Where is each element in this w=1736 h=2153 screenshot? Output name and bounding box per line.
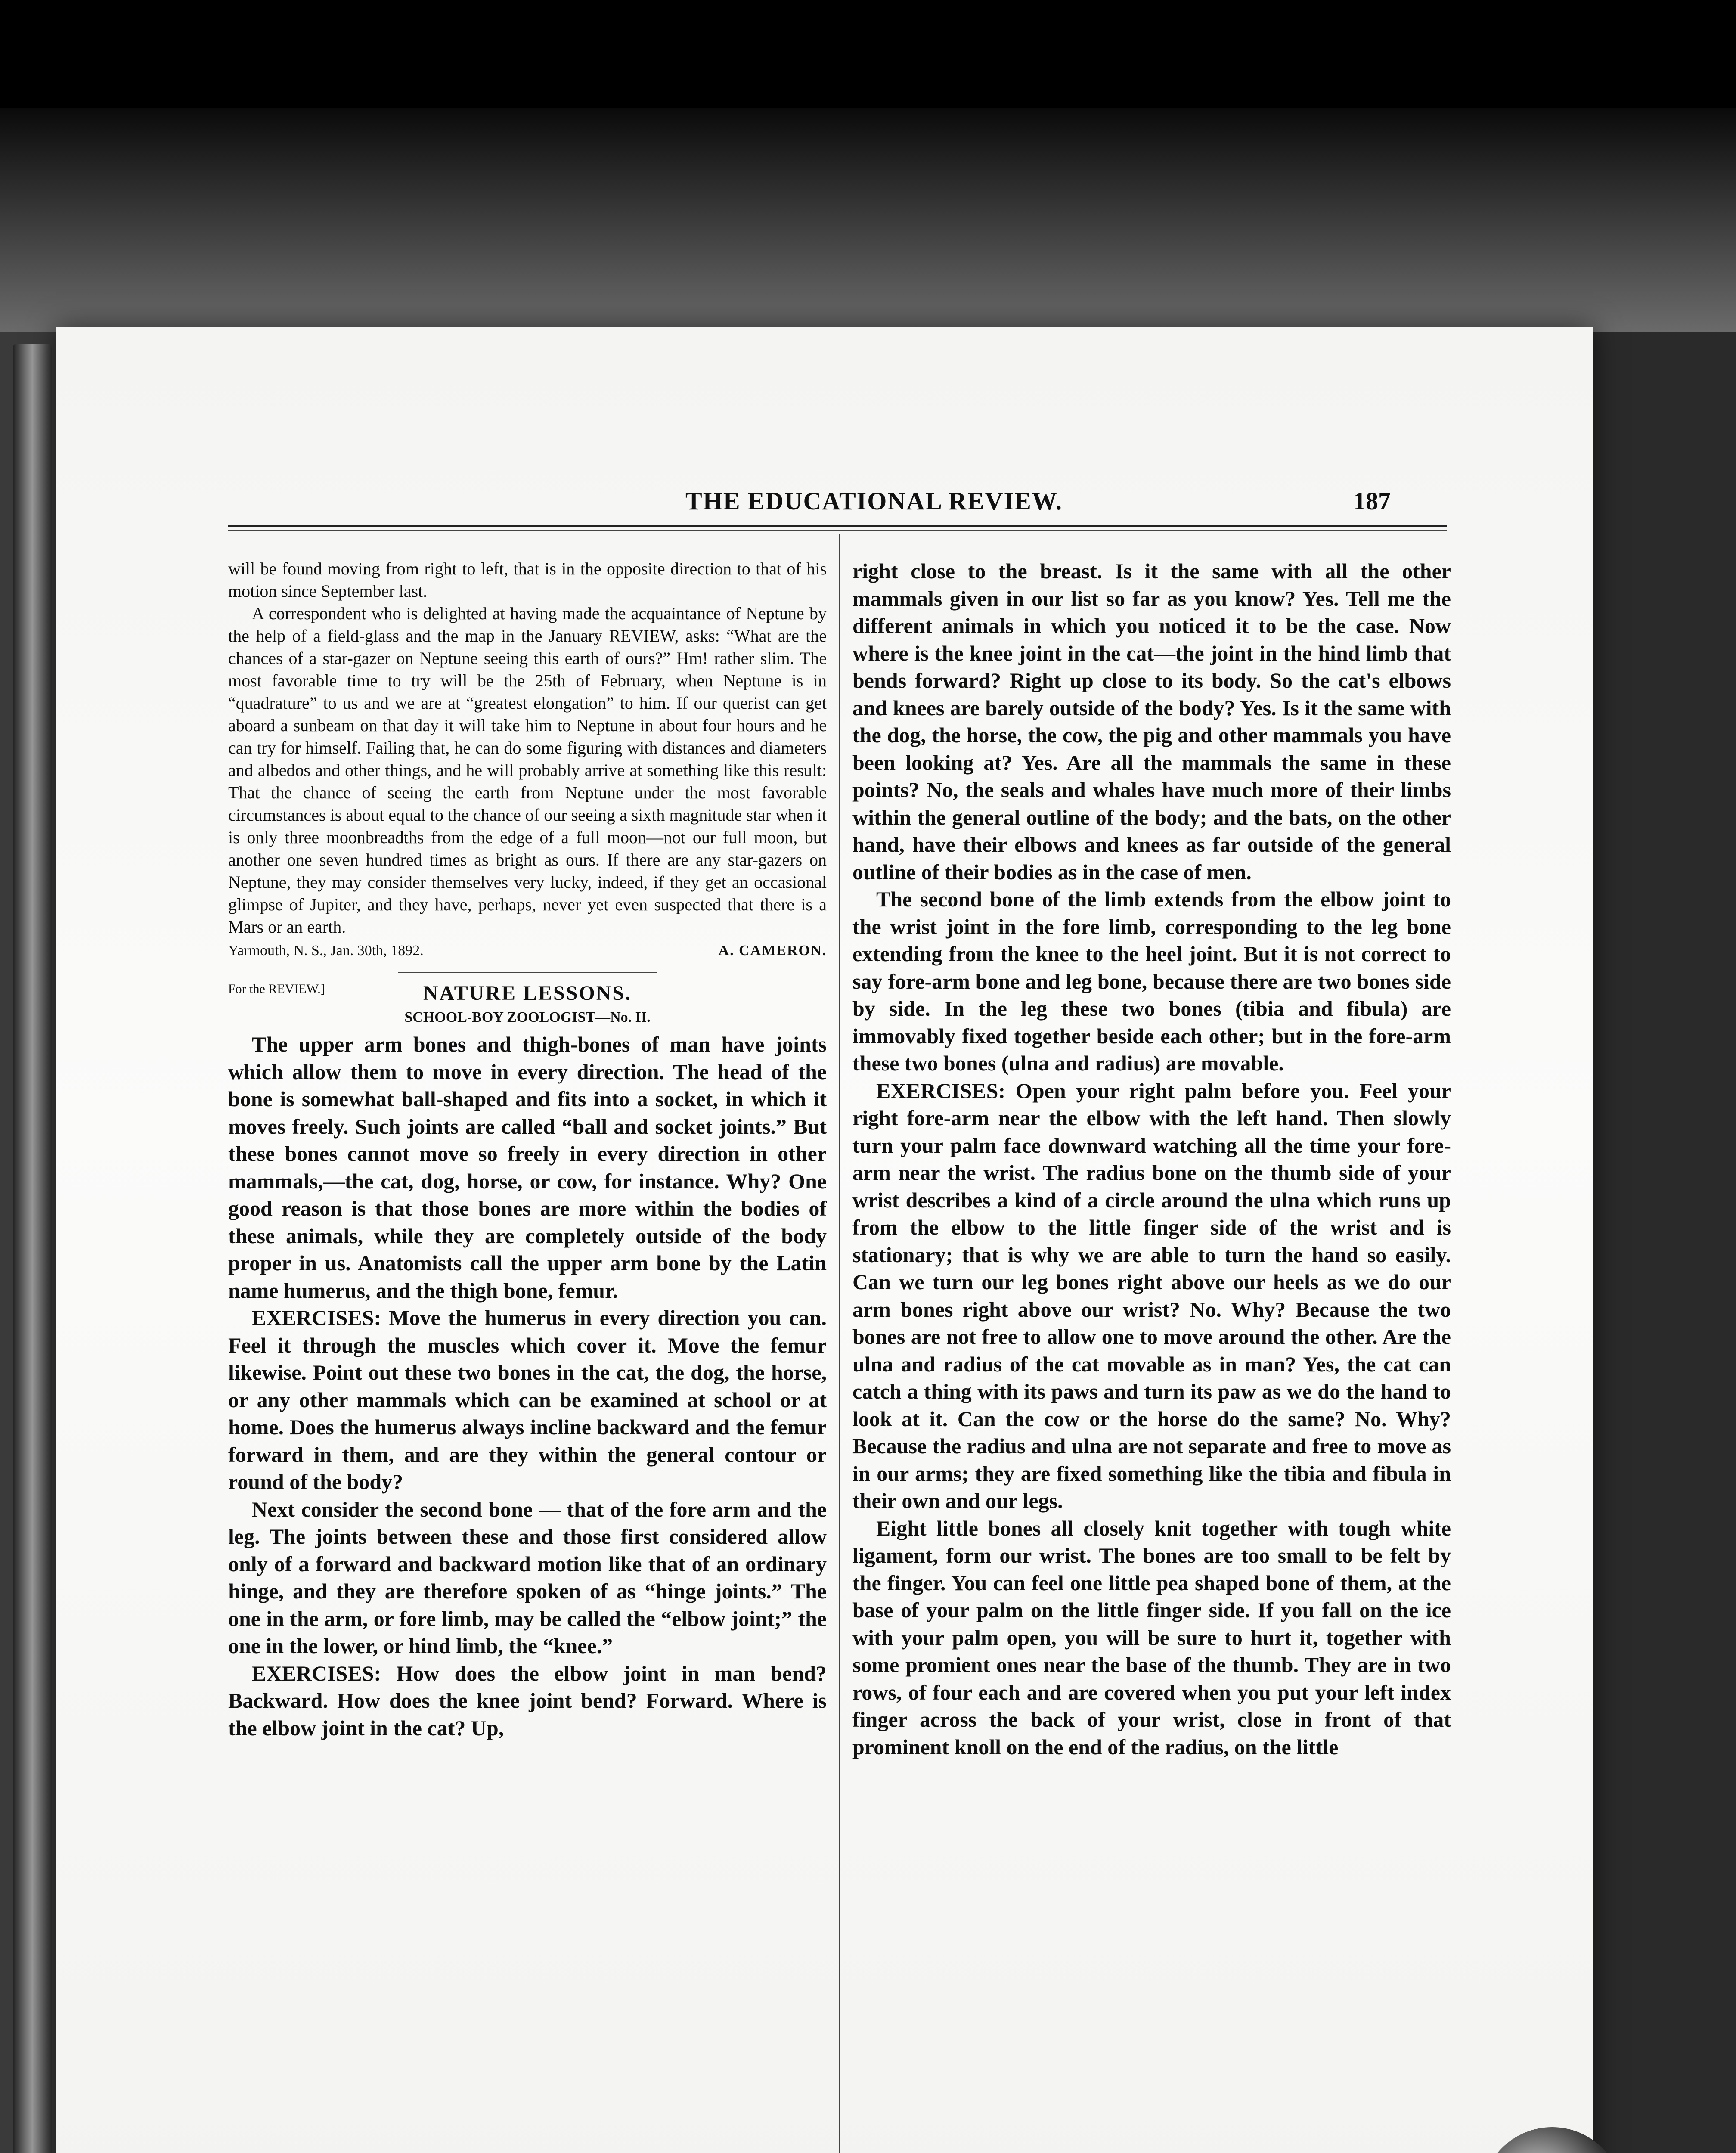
book-spine-edge: [13, 344, 52, 2153]
correspondent-paragraph: A correspondent who is delighted at having made the acquaintance of Neptune by the help of a field-glass and the map in the January REVIEW, asks: “What are the chances of a star-gazer on Neptune seeing this earth of ours?” Hm! rather slim. The most favorable time to try will be the 25th of February, when Neptune is in “quadrature” to us and we are at “greatest elongation” to him. If our querist can get aboard a sunbeam on that day it will take him to Neptune in about four hours and he can try for himself. Failing that, he can do some figuring with distances and diameters and albedos and other things, and he will probably arrive at something like this result: That the chance of seeing the earth from Neptune under the most favorable circumstances is about equal to the chance of our seeing a sixth magnitude star when it is only three moonbreadths from the edge of a full moon—not our full moon, but another one seven hundred times as bright as ours. If there are any star-gazers on Neptune, they may consider themselves very lucky, indeed, if they get an occasional glimpse of Jupiter, and they have, perhaps, never yet even suspected that there is a Mars or an earth.: [228, 604, 827, 937]
scan-border-top: [0, 0, 1736, 108]
article-paragraph: The upper arm bones and thigh-bones of man have joints which allow them to move in every direction. The head of the bone is somewhat ball-shaped and fits into a socket, in which it moves freely. Such joints are called “ball and socket joints.” But these bones cannot move so freely in every direction in other mammals,—the cat, dog, horse, or cow, for instance. Why? One good reason is that those bones are more within the bodies of these animals, while they are completely outside of the body proper in us. Anatomists call the upper arm bone by the Latin name humerus, and the thigh bone, femur.: [228, 1032, 827, 1303]
article-paragraph: The second bone of the limb extends from the elbow joint to the wrist joint in the fore limb, corresponding to the leg bone extending from the knee to the heel joint. But it is not correct to say fore-arm bone and leg bone, because there are two bones side by side. In the leg these two bones (tibia and fibula) are immovably fixed together beside each other; but in the fore-arm these two bones (ulna and radius) are movable.: [852, 887, 1451, 1075]
section-separator: [398, 972, 657, 973]
place-date: Yarmouth, N. S., Jan. 30th, 1892.: [228, 943, 424, 959]
section-subtitle: SCHOOL-BOY ZOOLOGIST—No. II.: [404, 1009, 651, 1025]
header-rule-thin: [228, 530, 1447, 531]
exercises-paragraph: EXERCISES: How does the elbow joint in man bend? Backward. How does the knee joint bend? Forward. Where is the elbow joint in the cat? Up,: [228, 1661, 827, 1740]
article-paragraph: Eight little bones all closely knit together with tough white ligament, form our wrist. The bones are too small to be felt by the finger. You can feel one little pea shaped bone of them, at the base of your palm on the little finger side. If you fall on the ice with your palm open, you will be sure to hurt it, together with some promient ones near the base of the thumb. They are in two rows, of four each and are covered when you put your left index finger across the back of your wrist, close in front of that prominent knoll on the end of the radius, on the little: [852, 1516, 1451, 1759]
author-name: A. CAMERON.: [718, 943, 827, 959]
continuation-paragraph: will be found moving from right to left, that is in the opposite direction to that of his motion since September last.: [228, 559, 827, 601]
page-header-title: THE EDUCATIONAL REVIEW.: [685, 487, 1063, 515]
article-paragraph: right close to the breast. Is it the same with all the other mammals given in our list so far as you know? Yes. Tell me the different animals in which you noticed it to be the case. Now where is the knee joint in the cat—the joint in the hind limb that bends forward? Right up close to its body. So the cat's elbows and knees are barely outside of the body? Yes. Is it the same with the dog, the horse, the cow, the pig and other mammals you have been looking at? Yes. Are all the mammals the same in these points? No, the seals and whales have much more of their limbs within the general outline of the body; and the bats, on the other hand, have their elbows and knees as far outside of the general outline of their bodies as in the case of men.: [852, 559, 1451, 884]
right-column: [852, 558, 1451, 1761]
page-number: 187: [1353, 487, 1391, 515]
scan-border-right: [1593, 332, 1736, 2153]
exercises-paragraph: EXERCISES: Move the humerus in every direction you can. Feel it through the muscles which cover it. Move the femur likewise. Point out these two bones in the cat, the dog, the horse, or any other mammals which can be examined at school or at home. Does the humerus always incline backward and the femur forward in them, and are they within the general contour or round of the body?: [228, 1306, 827, 1494]
signature-line: [228, 943, 827, 959]
article-paragraph: Next consider the second bone — that of the fore arm and the leg. The joints between these and those first considered allow only of a forward and backward motion like that of an ordinary hinge, and they are therefore spoken of as “hinge joints.” The one in the arm, or fore limb, may be called the “elbow joint;” the one in the lower, or hind limb, the “knee.”: [228, 1497, 827, 1658]
left-column: [228, 558, 827, 1742]
column-divider: [839, 534, 840, 2153]
for-review-note: For the REVIEW.]: [228, 982, 325, 996]
newspaper-page: [56, 327, 1593, 2153]
exercises-paragraph: EXERCISES: Open your right palm before you. Feel your right fore-arm near the elbow with the left hand. Then slowly turn your palm face downward watching all the time your fore-arm near the wrist. The radius bone on the thumb side of your wrist describes a kind of a circle around the ulna which runs up from the elbow to the little finger side of the wrist and is stationary; that is why we are able to turn the hand so easily. Can we turn our leg bones right above our heels as we do our arm bones right above our wrist? No. Why? Because the two bones are not free to allow one to move around the other. Are the ulna and radius of the cat movable as in man? Yes, the cat can catch a thing with its paws and turn its paw as we do the hand to look at it. Can the cow or the horse do the same? No. Why? Because the radius and ulna are not separate and free to move as in our arms; they are fixed something like the tibia and fibula in their own and our legs.: [852, 1078, 1451, 1513]
section-title: NATURE LESSONS.: [423, 982, 632, 1005]
header-rule: [228, 525, 1447, 527]
scan-background: [0, 108, 1736, 332]
